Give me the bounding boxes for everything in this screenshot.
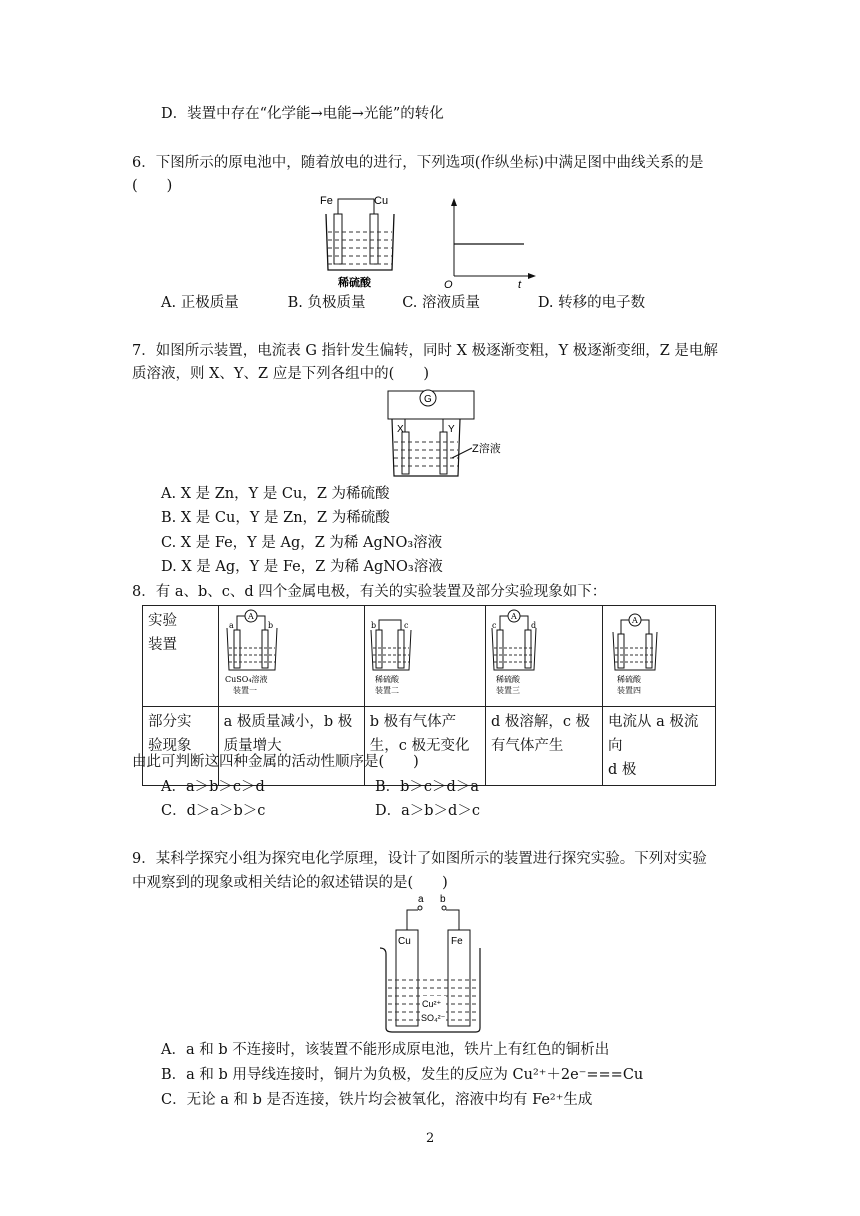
q9-right-electrode-label: Fe bbox=[451, 936, 463, 947]
q8-setup-4 bbox=[603, 606, 716, 707]
q6-stem-line1: 6．下图所示的原电池中，随着放电的进行，下列选项(作纵坐标)中满足图中曲线关系的是 bbox=[132, 155, 704, 171]
svg-text:A: A bbox=[510, 612, 517, 621]
q6-stem-line2: ( ) bbox=[132, 178, 173, 194]
svg-text:a: a bbox=[228, 621, 234, 630]
svg-text:装置二: 装置二 bbox=[374, 686, 399, 695]
q8-stem: 8．有 a、b、c、d 四个金属电极，有关的实验装置及部分实验现象如下： bbox=[132, 584, 607, 600]
q8-conclusion: 由此可判断这四种金属的活动性顺序是( ) bbox=[132, 754, 419, 770]
q8-setup-2 bbox=[364, 606, 485, 707]
q6-option-a: A. 正极质量 bbox=[161, 295, 239, 311]
q6-option-b: B. 负极质量 bbox=[287, 295, 366, 311]
q9-terminal-b: b bbox=[440, 894, 446, 905]
svg-text:CuSO₄溶液: CuSO₄溶液 bbox=[224, 675, 268, 684]
q6-solution-label: 稀硫酸 bbox=[338, 277, 371, 289]
q8-phenomenon-2: b 极有气体产 生，c 极无变化 bbox=[364, 707, 485, 786]
q6-right-electrode-label: Cu bbox=[374, 195, 389, 207]
q9-option-c: C．无论 a 和 b 是否连接，铁片均会被氧化，溶液中均有 Fe²⁺生成 bbox=[161, 1092, 593, 1108]
q7-meter-label: G bbox=[424, 394, 432, 405]
q8-setup-1 bbox=[218, 606, 364, 707]
q6-left-electrode-label: Fe bbox=[320, 195, 333, 207]
page-number: 2 bbox=[426, 1131, 435, 1146]
q8-phenomenon-1: a 极质量减小，b 极 质量增大 bbox=[218, 707, 364, 786]
q8-option-d: D．a＞b＞d＞c bbox=[375, 803, 480, 819]
svg-text:b: b bbox=[267, 621, 273, 630]
q7-option-c: C. X 是 Fe，Y 是 Ag，Z 为稀 AgNO₃溶液 bbox=[161, 535, 443, 551]
q7-stem-line1: 7．如图所示装置，电流表 G 指针发生偏转，同时 X 极逐渐变粗，Y 极逐渐变细，Z 是电解 bbox=[132, 343, 718, 359]
q9-left-electrode-label: Cu bbox=[398, 936, 411, 947]
q8-setup-3 bbox=[485, 606, 602, 707]
svg-text:d: d bbox=[530, 621, 537, 630]
q6-t-axis-label: t bbox=[518, 279, 522, 290]
q9-stem-line2: 中观察到的现象或相关结论的叙述错误的是( ) bbox=[132, 875, 448, 891]
svg-text:c: c bbox=[403, 621, 409, 630]
q7-stem-line2: 质溶液，则 X、Y、Z 应是下列各组中的( ) bbox=[132, 366, 430, 382]
svg-text:A: A bbox=[632, 616, 638, 625]
svg-text:稀硫酸: 稀硫酸 bbox=[495, 675, 520, 684]
q5-option-d: D．装置中存在“化学能→电能→光能”的转化 bbox=[161, 106, 444, 122]
q7-y-label: Y bbox=[448, 424, 455, 435]
q9-option-b: B．a 和 b 用导线连接时，铜片为负极，发生的反应为 Cu²⁺＋2e⁻===Cu bbox=[161, 1067, 644, 1083]
q8-phenomenon-3: d 极溶解，c 极 有气体产生 bbox=[485, 707, 602, 786]
q8-option-b: B．b＞c＞d＞a bbox=[375, 779, 479, 795]
q8-row1-header: 实验 装置 bbox=[143, 606, 219, 707]
q7-x-label: X bbox=[397, 424, 404, 435]
q9-stem-line1: 9．某科学探究小组为探究电化学原理，设计了如图所示的装置进行探究实验。下列对实验 bbox=[132, 851, 707, 867]
q7-option-b: B. X 是 Cu，Y 是 Zn，Z 为稀硫酸 bbox=[161, 510, 390, 526]
svg-text:装置四: 装置四 bbox=[617, 686, 642, 695]
svg-text:b: b bbox=[370, 621, 376, 630]
q9-terminal-a: a bbox=[418, 894, 424, 905]
q7-option-a: A. X 是 Zn，Y 是 Cu，Z 为稀硫酸 bbox=[161, 486, 390, 502]
svg-text:装置一: 装置一 bbox=[232, 686, 257, 695]
q8-option-a: A．a＞b＞c＞d bbox=[161, 779, 265, 795]
q6-option-c: C. 溶液质量 bbox=[402, 295, 481, 311]
svg-text:稀硫酸: 稀硫酸 bbox=[374, 675, 399, 684]
q7-cell-figure bbox=[380, 388, 510, 484]
q6-cell-figure bbox=[318, 192, 418, 294]
q8-option-c: C．d＞a＞b＞c bbox=[161, 803, 266, 819]
svg-text:稀硫酸: 稀硫酸 bbox=[617, 675, 642, 684]
svg-text:c: c bbox=[491, 621, 497, 630]
svg-text:A: A bbox=[247, 612, 254, 621]
svg-text:装置三: 装置三 bbox=[495, 686, 520, 695]
q8-row2-header: 部分实 验现象 bbox=[143, 707, 219, 786]
q7-solution-label: Z溶液 bbox=[472, 443, 501, 455]
q6-option-d: D. 转移的电子数 bbox=[537, 295, 646, 311]
q6-graph bbox=[440, 196, 540, 294]
q9-cell-figure bbox=[376, 892, 492, 1038]
q6-origin-label: O bbox=[444, 279, 453, 290]
q9-ion-cu: Cu²⁺ bbox=[422, 999, 442, 1009]
q9-ion-so4: SO₄²⁻ bbox=[421, 1013, 446, 1023]
q9-option-a: A．a 和 b 不连接时，该装置不能形成原电池，铁片上有红色的铜析出 bbox=[161, 1042, 610, 1058]
q7-option-d: D. X 是 Ag，Y 是 Fe，Z 为稀 AgNO₃溶液 bbox=[161, 559, 443, 575]
q8-phenomenon-4: 电流从 a 极流向 d 极 bbox=[603, 707, 716, 786]
q6-options bbox=[161, 293, 645, 313]
